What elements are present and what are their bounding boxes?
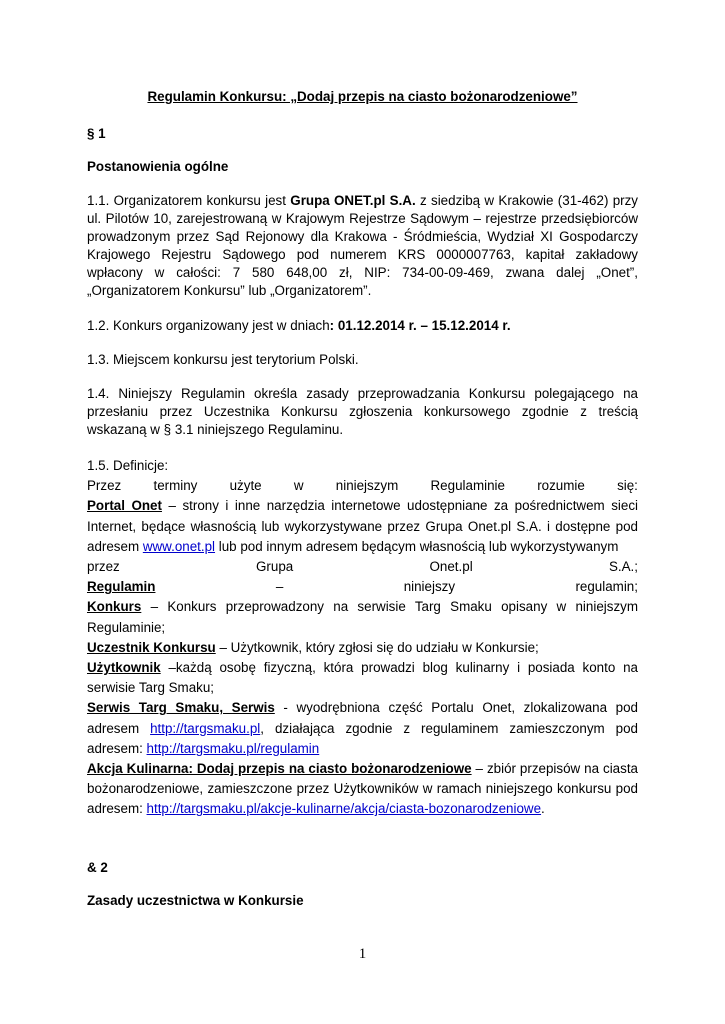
definition-word: niniejszy: [403, 579, 456, 595]
definition-word: regulamin;: [575, 579, 638, 595]
term-serwis: Serwis Targ Smaku, Serwis: [87, 700, 275, 716]
p11-text-a: 1.1. Organizatorem konkursu jest: [87, 193, 291, 208]
paragraph-1-5-definitions: [87, 456, 638, 820]
term-uzytkownik: Użytkownik: [87, 660, 161, 676]
intro-word: terminy: [153, 478, 198, 494]
term-portal-onet: Portal Onet: [87, 498, 162, 514]
definition-text: – Konkurs przeprowadzony na serwisie Targ Smaku opisany w niniejszym Regulaminie;: [87, 599, 638, 635]
section-1-heading: § 1: [87, 126, 106, 141]
paragraph-1-1: [87, 192, 638, 300]
term-akcja: Akcja Kulinarna: Dodaj przepis na ciasto bożonarodzeniowe: [87, 761, 472, 777]
definitions-heading: 1.5. Definicje:: [87, 458, 169, 473]
definition-uczestnik: [87, 638, 638, 658]
section-1-subheading: Postanowienia ogólne: [87, 159, 229, 174]
intro-word: użyte: [229, 478, 262, 494]
definition-text: – strony i inne narzędzia internetowe udostępniane za pośrednictwem sieci Internet, będące własnością lub wykorzystywane przez Grupa Onet.pl S.A. i dostępne pod adresem: [87, 498, 638, 554]
definition-akcja: [87, 759, 638, 820]
definition-portal-onet: [87, 496, 638, 557]
definition-text: – Użytkownik, który zgłosi się do udziału w Konkursie;: [215, 639, 539, 655]
definition-text: - wyodrębniona część Portalu Onet, zlokalizowana pod adresem: [87, 700, 638, 736]
definition-text: lub pod innym adresem będącym własnością lub wykorzystywanym: [215, 538, 619, 554]
definition-word: przez: [87, 559, 120, 575]
term-regulamin: Regulamin: [87, 579, 156, 595]
p12-text-a: 1.2. Konkurs organizowany jest w dniach: [87, 318, 330, 333]
p11-text-c: z siedzibą w Krakowie (31-462) przy ul. Pilotów 10, zarejestrowaną w Krajowym Rejestrze Sądowym – rejestrze przedsiębiorców prowadzonym przez Sąd Rejonowy dla Krakowa - Śródmieścia, Wydział XI Gospodarczy Krajowego Rejestru Sądowego pod numerem KRS 0000007763, kapitał zakładowy wpłacony w całości: 7 580 648,00 zł, NIP: 734-00-09-469, zwana dalej „Onet”, „Organizatorem Konkursu” lub „Organizatorem”.: [87, 193, 638, 298]
definition-word: Onet.pl: [429, 559, 473, 575]
intro-word: w: [293, 478, 304, 494]
paragraph-1-3: 1.3. Miejscem konkursu jest terytorium Polski.: [87, 352, 359, 367]
definition-uzytkownik: [87, 658, 638, 698]
section-2-heading: & 2: [87, 860, 108, 875]
document-title: Regulamin Konkursu: „Dodaj przepis na ciasto bożonarodzeniowe”: [147, 89, 578, 104]
definition-portal-onet-end: [87, 557, 638, 577]
definition-regulamin: [87, 577, 638, 597]
page-number: 1: [358, 946, 367, 962]
definition-text: .: [541, 801, 545, 817]
definition-text: , działająca zgodnie z regulaminem zamieszczonym pod adresem:: [87, 720, 639, 756]
paragraph-1-2: [87, 317, 638, 335]
term-konkurs: Konkurs: [87, 599, 142, 615]
definition-word: Grupa: [256, 559, 294, 575]
contest-dates: : 01.12.2014 r. – 15.12.2014 r.: [329, 318, 511, 333]
definition-text: –każdą osobę fizyczną, która prowadzi blog kulinarny i posiada konto na serwisie Targ Smaku;: [87, 660, 638, 696]
term-uczestnik: Uczestnik Konkursu: [87, 639, 216, 655]
onet-link[interactable]: www.onet.pl: [142, 538, 216, 554]
definition-serwis: [87, 698, 638, 759]
paragraph-1-4: 1.4. Niniejszy Regulamin określa zasady przeprowadzania Konkursu polegającego na przesłaniu przez Uczestnika Konkursu zgłoszenia konkursowego zgodnie z treścią wskazaną w § 3.1 niniejszego Regulaminu.: [87, 386, 638, 437]
definitions-intro: [87, 476, 638, 496]
intro-word: Przez: [87, 478, 122, 494]
akcja-link[interactable]: http://targsmaku.pl/akcje-kulinarne/akcja/ciasta-bozonarodzeniowe: [146, 801, 542, 817]
organizer-name: Grupa ONET.pl S.A.: [290, 193, 416, 208]
definition-konkurs: [87, 597, 638, 637]
intro-word: się:: [617, 478, 638, 494]
section-2-subheading: Zasady uczestnictwa w Konkursie: [87, 893, 304, 908]
definition-word: S.A.;: [608, 559, 638, 575]
intro-word: rozumie: [537, 478, 585, 494]
intro-word: Regulaminie: [430, 478, 505, 494]
definition-text: – zbiór przepisów na ciasta bożonarodzeniowe, zamieszczone przez Użytkowników w ramach niniejszego konkursu pod adresem:: [87, 761, 638, 817]
definition-word: –: [275, 579, 284, 595]
intro-word: niniejszym: [335, 478, 399, 494]
targsmaku-regulamin-link[interactable]: http://targsmaku.pl/regulamin: [146, 740, 320, 756]
targsmaku-link[interactable]: http://targsmaku.pl: [150, 720, 261, 736]
